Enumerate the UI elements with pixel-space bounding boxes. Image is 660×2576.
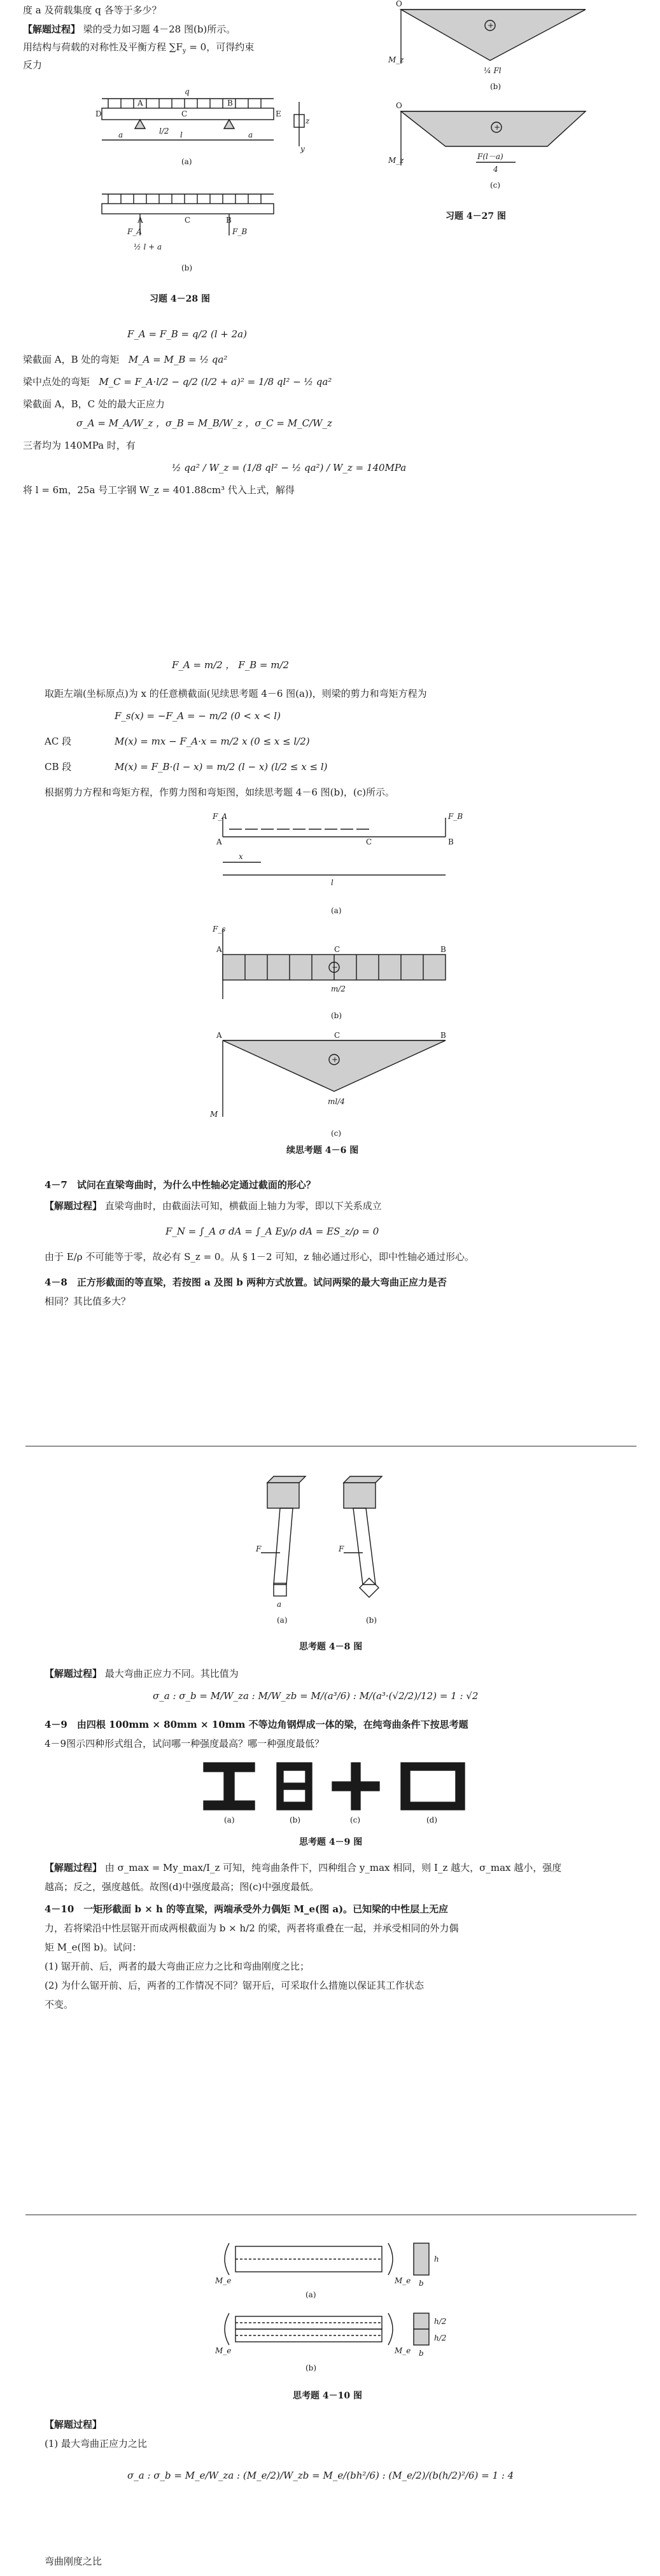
moment-triangle-b (401, 10, 586, 60)
figure-caption-4-8: 思考题 4－8 图 (299, 1642, 363, 1652)
svg-text:−: − (332, 963, 339, 972)
section-d (401, 1763, 465, 1810)
svg-text:E: E (276, 109, 281, 118)
solution-4-9-line2: 越高；反之，强度越低。故图(d)中强度最高；图(c)中强度最低。 (45, 1881, 319, 1893)
svg-text:l: l (180, 130, 183, 139)
eq-reaction: F_A = F_B = q/2 (l + 2a) (127, 328, 247, 340)
beam-b (353, 1508, 376, 1585)
svg-text:M_e: M_e (395, 2346, 411, 2355)
svg-text:O: O (396, 101, 402, 110)
question-4-8-line2: 相同？其比值多大？ (45, 1296, 131, 1307)
svg-text:C: C (334, 1031, 341, 1040)
svg-text:(c): (c) (331, 1129, 342, 1138)
svg-text:a: a (277, 1600, 282, 1609)
label-ac: AC 段 (45, 736, 72, 747)
text-all-equal: 三者均为 140MPa 时，有 (23, 440, 136, 451)
svg-text:M_z: M_z (388, 55, 404, 64)
svg-text:(a): (a) (277, 1616, 288, 1625)
figure-4-10 (204, 2234, 471, 2380)
svg-text:B: B (440, 1031, 446, 1040)
question-4-10-sub2b: 不变。 (45, 1999, 74, 2010)
svg-text:+: + (488, 21, 495, 30)
svg-text:F_B: F_B (448, 812, 463, 821)
question-4-7: 4－7 试问在直梁弯曲时，为什么中性轴必定通过截面的形心？ (45, 1179, 316, 1191)
eq-reactions-s2: F_A = m/2 ， F_B = m/2 (172, 659, 290, 671)
eq-4-7: F_N = ∫_A σ dA = ∫_A Ey/ρ dA = ES_z/ρ = 0 (165, 1226, 379, 1237)
figure-4-9 (191, 1756, 496, 1826)
figure-cont-4-6c (210, 1028, 465, 1142)
svg-text:M: M (210, 1110, 218, 1119)
question-4-10-line3: 矩 M_e(图 b)。试问： (45, 1942, 142, 1953)
moment-left-b (225, 2313, 229, 2345)
svg-text:A: A (137, 99, 143, 108)
question-4-9-line2: 4－9图示四种形式组合，试问哪一种强度最高？哪一种强度最低？ (45, 1738, 325, 1749)
text-intro-line3: 用结构与荷载的对称性及平衡方程 $\sum F_y = 0$，可得约束 (23, 41, 255, 55)
section-whole (414, 2243, 429, 2275)
text-take-section: 取距左端(坐标原点)为 x 的任意横截面(见续思考题 4－6 图(a))，则梁的剪力和弯矩方程为 (45, 688, 427, 699)
load-arrows (108, 99, 261, 108)
figure-caption-4-27: 习题 4－27 图 (446, 211, 506, 221)
figure-caption-4-28: 习题 4－28 图 (150, 294, 210, 304)
section-b (277, 1763, 312, 1810)
svg-text:F_A: F_A (127, 227, 142, 236)
label-cb: CB 段 (45, 761, 72, 773)
figure-caption-4-10: 思考题 4－10 图 (293, 2391, 362, 2401)
svg-text:M_e: M_e (215, 2346, 232, 2355)
svg-text:a: a (248, 130, 253, 139)
svg-text:D: D (95, 109, 102, 118)
svg-text:F: F (256, 1544, 262, 1553)
svg-text:C: C (334, 945, 341, 954)
moment-right-b (388, 2313, 393, 2345)
svg-text:h: h (434, 2255, 439, 2264)
svg-text:A: A (216, 1031, 222, 1040)
solution-label-4-10: 【解题过程】 (45, 2419, 102, 2430)
text-support-moment: 梁截面 A，B 处的弯矩 M_A = M_B = ½ qa² (23, 354, 228, 365)
cross-section-icon (286, 102, 312, 153)
solution-4-8: 【解题过程】 最大弯曲正应力不同。其比值为 (45, 1668, 239, 1679)
text-substitute: 将 l = 6m，25a 号工字钢 W_z = 401.88cm³ 代入上式，解得 (23, 484, 295, 496)
solution-4-7: 【解题过程】 直梁弯曲时，由截面法可知，横截面上轴力为零，即以下关系成立 (45, 1200, 382, 1212)
eq-max-stress: σ_A = M_A/W_z ，σ_B = M_B/W_z ，σ_C = M_C/W_z (76, 417, 332, 429)
eq-shear: F_s(x) = −F_A = − m/2 (0 < x < l) (115, 710, 281, 722)
text-draw: 根据剪力方程和弯矩方程，作剪力图和弯矩图，如续思考题 4－6 图(b)，(c)所示。 (45, 787, 395, 798)
moment-trapezoid-c (401, 111, 586, 146)
figure-cont-4-6a (210, 805, 465, 920)
svg-text:B: B (440, 945, 446, 954)
figure-cont-4-6b (210, 923, 465, 1025)
text-mid-moment: 梁中点处的弯矩 M_C = F_A·l/2 − q/2 (l/2 + a)² = 1/8 ql² − ½ qa² (23, 376, 332, 388)
svg-text:(a): (a) (331, 906, 342, 915)
question-4-8-line1: 4－8 正方形截面的等直梁，若按图 a 及图 b 两种方式放置。试问两梁的最大弯曲正应力是否 (45, 1277, 447, 1288)
moment-triangle (223, 1040, 446, 1091)
svg-text:+: + (494, 123, 501, 132)
svg-text:F(l－a): F(l－a) (477, 152, 503, 161)
eq-4-8: σ_a : σ_b = M/W_za : M/W_zb = M/(a³/6) : M/(a³·(√2/2)/12) = 1 : √2 (153, 1690, 479, 1702)
figure-4-28b (95, 185, 286, 280)
text-intro-line1: 度 a 及荷载集度 q 各等于多少？ (23, 4, 162, 16)
figure-caption-cont-4-6: 续思考题 4－6 图 (286, 1145, 359, 1156)
svg-text:B: B (227, 99, 233, 108)
svg-text:4: 4 (493, 165, 498, 174)
text-4-7: 由于 E/ρ 不可能等于零，故必有 S_z = 0。从 § 1－2 可知，z 轴必通过形心，即中性轴必通过形心。 (45, 1251, 475, 1263)
svg-text:b: b (419, 2349, 424, 2358)
svg-text:½ l + a: ½ l + a (134, 242, 162, 251)
text-sub2-4-10: 弯曲刚度之比 (45, 2556, 102, 2567)
svg-text:z: z (305, 116, 310, 125)
svg-text:(b): (b) (490, 82, 502, 91)
svg-text:F_A: F_A (213, 812, 227, 821)
svg-text:B: B (226, 216, 232, 225)
svg-text:C: C (181, 109, 188, 118)
text-intro-line4: 反力 (23, 59, 43, 71)
section-a (204, 1763, 255, 1810)
svg-text:b: b (419, 2279, 424, 2288)
svg-text:A: A (216, 945, 222, 954)
svg-text:O: O (396, 0, 402, 8)
svg-text:(c): (c) (350, 1816, 361, 1824)
svg-text:F: F (339, 1544, 344, 1553)
svg-text:A: A (216, 837, 222, 846)
svg-text:(b): (b) (366, 1616, 377, 1625)
svg-text:l/2: l/2 (159, 127, 169, 136)
svg-text:C: C (366, 837, 372, 846)
eq-cb: M(x) = F_B·(l − x) = m/2 (l − x) (l/2 ≤ x ≤ l) (115, 761, 328, 773)
section-c (332, 1763, 379, 1810)
svg-text:l: l (331, 878, 334, 887)
text-intro-line2: 【解题过程】 梁的受力如习题 4－28 图(b)所示。 (23, 24, 236, 35)
figure-4-28a (95, 83, 286, 178)
beam-rect (102, 108, 274, 120)
moment-left-a (225, 2243, 229, 2275)
question-4-10-sub2: (2) 为什么锯开前、后，两者的工作情况不同？锯开后，可采取什么措施以保证其工作状态 (45, 1980, 425, 1991)
svg-text:h/2: h/2 (434, 2334, 447, 2342)
svg-text:(b): (b) (305, 2363, 317, 2372)
svg-text:¼ Fl: ¼ Fl (484, 66, 502, 75)
svg-text:(a): (a) (305, 2290, 316, 2299)
svg-text:y: y (300, 144, 305, 153)
figure-4-27 (382, 0, 592, 191)
svg-text:A: A (137, 216, 143, 225)
solution-4-9-line1: 【解题过程】 由 σ_max = My_max/I_z 可知，纯弯曲条件下，四种组合 y_max 相同，则 I_z 越大，σ_max 越小，强度 (45, 1862, 562, 1873)
svg-text:F_B: F_B (232, 227, 248, 236)
svg-text:q: q (185, 87, 190, 96)
svg-text:C: C (185, 216, 191, 225)
svg-text:(a): (a) (224, 1816, 235, 1824)
svg-text:(d): (d) (426, 1816, 438, 1824)
text-sub1-4-10: (1) 最大弯曲正应力之比 (45, 2438, 148, 2449)
svg-text:B: B (448, 837, 454, 846)
support-a (135, 120, 145, 129)
svg-text:(b): (b) (331, 1011, 342, 1020)
beam-a (274, 1508, 293, 1585)
svg-text:(c): (c) (490, 181, 501, 190)
svg-text:M_e: M_e (215, 2276, 232, 2285)
svg-text:(b): (b) (290, 1816, 301, 1824)
figure-caption-4-9: 思考题 4－9 图 (299, 1837, 363, 1847)
svg-text:+: + (332, 1055, 339, 1064)
svg-text:F_s: F_s (213, 925, 226, 934)
support-b (224, 120, 234, 129)
svg-text:ml/4: ml/4 (328, 1097, 345, 1106)
svg-text:(b): (b) (181, 263, 193, 272)
svg-text:x: x (239, 852, 243, 861)
text-max-stress: 梁截面 A，B，C 处的最大正应力 (23, 398, 165, 410)
question-4-10-sub1: (1) 锯开前、后，两者的最大弯曲正应力之比和弯曲刚度之比； (45, 1961, 310, 1972)
question-4-10-line1: 4－10 一矩形截面 b × h 的等直梁，两端承受外力偶矩 M_e(图 a)。已知梁的中性层上无应 (45, 1903, 449, 1915)
eq-equal: ½ qa² / W_z = (1/8 ql² − ½ qa²) / W_z = 140MPa (172, 462, 407, 473)
question-4-10-line2: 力，若将梁沿中性层锯开而成两根截面为 b × h/2 的梁，两者将重叠在一起，并承受相同的外力偶 (45, 1922, 459, 1934)
svg-text:(a): (a) (181, 157, 192, 166)
svg-text:M_e: M_e (395, 2276, 411, 2285)
question-4-9-line1: 4－9 由四根 100mm × 80mm × 10mm 不等边角钢焊成一体的梁，在纯弯曲条件下按思考题 (45, 1719, 468, 1730)
eq-4-10: σ_a : σ_b = M_e/W_za : (M_e/2)/W_zb = M_e/(bh²/6) : (M_e/2)/(b(h/2)²/6) = 1 : 4 (127, 2470, 514, 2481)
eq-ac: M(x) = mx − F_A·x = m/2 x (0 ≤ x ≤ l/2) (115, 736, 310, 747)
svg-text:h/2: h/2 (434, 2317, 447, 2326)
figure-4-8 (248, 1470, 420, 1629)
svg-text:M_z: M_z (388, 156, 404, 165)
svg-text:m/2: m/2 (331, 984, 346, 993)
svg-text:a: a (118, 130, 123, 139)
solution-label: 【解题过程】 (23, 24, 81, 35)
moment-right-a (388, 2243, 393, 2275)
